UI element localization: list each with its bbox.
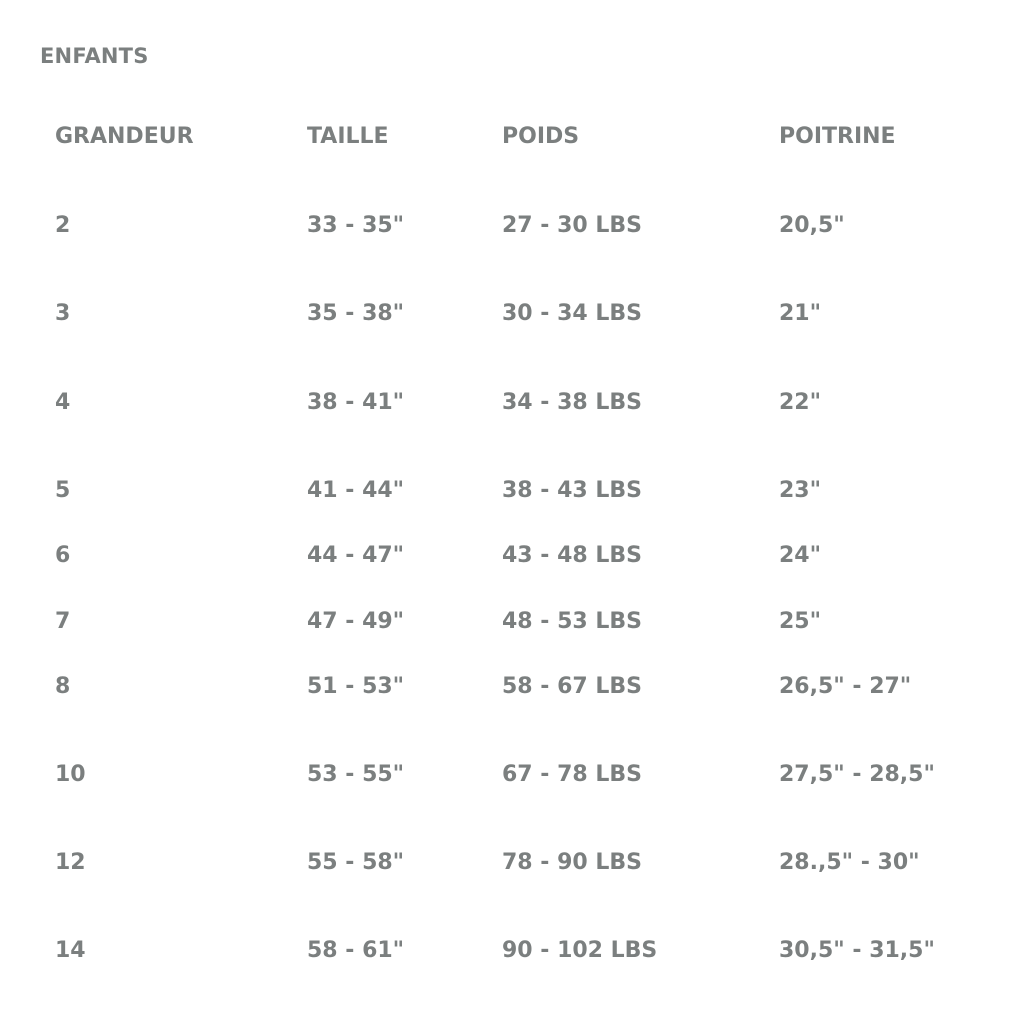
cell-grandeur: 3: [55, 301, 71, 326]
cell-taille: 41 - 44": [307, 478, 405, 503]
cell-grandeur: 12: [55, 850, 86, 875]
cell-poitrine: 25": [779, 609, 822, 634]
cell-poids: 58 - 67 LBS: [502, 674, 642, 699]
cell-poitrine: 22": [779, 390, 822, 415]
cell-poitrine: 28.,5" - 30": [779, 850, 920, 875]
cell-poids: 78 - 90 LBS: [502, 850, 642, 875]
cell-poids: 27 - 30 LBS: [502, 213, 642, 238]
cell-grandeur: 6: [55, 543, 71, 568]
cell-poids: 67 - 78 LBS: [502, 762, 642, 787]
cell-poitrine: 24": [779, 543, 822, 568]
cell-taille: 35 - 38": [307, 301, 405, 326]
header-poids: POIDS: [502, 124, 580, 149]
cell-poids: 48 - 53 LBS: [502, 609, 642, 634]
cell-poitrine: 30,5" - 31,5": [779, 938, 935, 963]
cell-poids: 34 - 38 LBS: [502, 390, 642, 415]
cell-poids: 90 - 102 LBS: [502, 938, 658, 963]
cell-poitrine: 23": [779, 478, 822, 503]
cell-taille: 44 - 47": [307, 543, 405, 568]
cell-poitrine: 27,5" - 28,5": [779, 762, 935, 787]
cell-poids: 38 - 43 LBS: [502, 478, 642, 503]
cell-grandeur: 14: [55, 938, 86, 963]
cell-taille: 58 - 61": [307, 938, 405, 963]
cell-taille: 38 - 41": [307, 390, 405, 415]
page-title: ENFANTS: [40, 44, 149, 68]
cell-grandeur: 10: [55, 762, 86, 787]
cell-taille: 55 - 58": [307, 850, 405, 875]
cell-grandeur: 5: [55, 478, 71, 503]
cell-grandeur: 7: [55, 609, 71, 634]
cell-grandeur: 2: [55, 213, 71, 238]
header-poitrine: POITRINE: [779, 124, 896, 149]
cell-grandeur: 4: [55, 390, 71, 415]
header-grandeur: GRANDEUR: [55, 124, 194, 149]
cell-taille: 51 - 53": [307, 674, 405, 699]
cell-taille: 53 - 55": [307, 762, 405, 787]
cell-grandeur: 8: [55, 674, 71, 699]
cell-poitrine: 20,5": [779, 213, 845, 238]
cell-poids: 43 - 48 LBS: [502, 543, 642, 568]
cell-poitrine: 26,5" - 27": [779, 674, 912, 699]
cell-taille: 47 - 49": [307, 609, 405, 634]
cell-poitrine: 21": [779, 301, 822, 326]
cell-poids: 30 - 34 LBS: [502, 301, 642, 326]
cell-taille: 33 - 35": [307, 213, 405, 238]
header-taille: TAILLE: [307, 124, 389, 149]
